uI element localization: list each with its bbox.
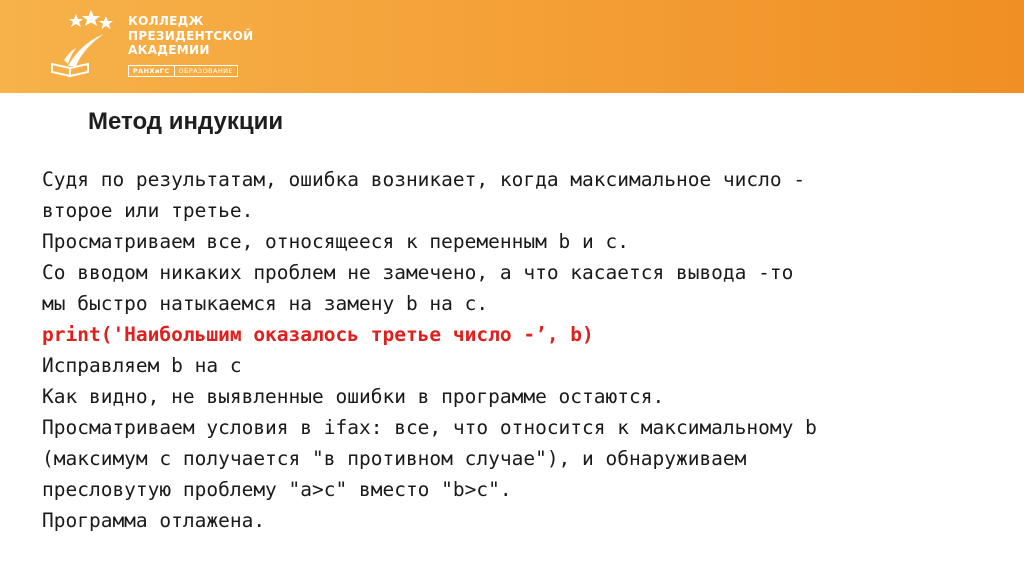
body-line: Исправляем b на c bbox=[42, 354, 242, 377]
logo-name-line-2: ПРЕЗИДЕНТСКОЙ bbox=[128, 28, 254, 43]
code-line-highlighted: print('Наибольшим оказалось третье число -’, b) bbox=[42, 323, 594, 346]
body-line: Программа отлажена. bbox=[42, 509, 266, 532]
body-line: пресловутую проблему "a>c" вместо "b>c". bbox=[42, 478, 512, 501]
body-line: Судя по результатам, ошибка возникает, когда максимальное число - bbox=[42, 168, 806, 191]
slide-title: Метод индукции bbox=[88, 108, 284, 135]
logo-badge-right: ОБРАЗОВАНИЕ bbox=[175, 65, 238, 77]
logo-name-line-3: АКАДЕМИИ bbox=[128, 43, 210, 57]
logo-emblem-icon bbox=[46, 8, 126, 80]
logo-badge-left: РАНХиГС bbox=[128, 65, 175, 77]
slide-body bbox=[42, 164, 1012, 536]
body-line: Просматриваем условия в ifах: все, что относится к максимальному b bbox=[42, 416, 817, 439]
header-bar bbox=[0, 0, 1024, 93]
body-line: Со вводом никаких проблем не замечено, а что касается вывода -то bbox=[42, 261, 794, 284]
logo-badge bbox=[128, 64, 238, 77]
body-line: Как видно, не выявленные ошибки в программе остаются. bbox=[42, 385, 665, 408]
body-line: Просматриваем все, относящееся к переменным b и c. bbox=[42, 230, 629, 253]
logo-name bbox=[128, 14, 278, 58]
body-line: второе или третье. bbox=[42, 199, 254, 222]
body-line: (максимум c получается "в противном случае"), и обнаруживаем bbox=[42, 447, 747, 470]
body-line: мы быстро натыкаемся на замену b на c. bbox=[42, 292, 489, 315]
college-logo bbox=[46, 8, 276, 80]
logo-name-line-1: КОЛЛЕДЖ bbox=[128, 14, 204, 28]
